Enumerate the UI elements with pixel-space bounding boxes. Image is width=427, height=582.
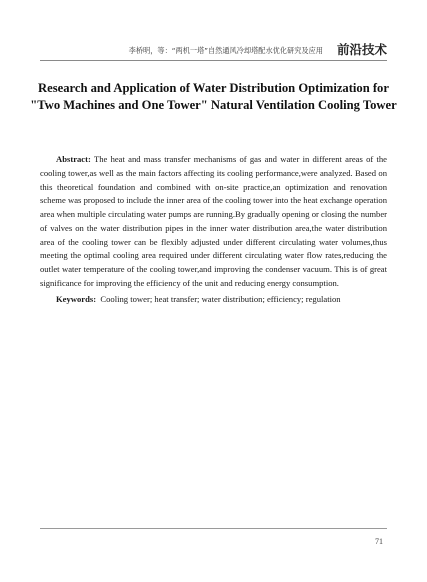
title-line-2: "Two Machines and One Tower" Natural Ventilation Cooling Tower [30,97,397,112]
abstract-text: The heat and mass transfer mechanisms of gas and water in different areas of the cooling tower,as well as the main factors affecting its cooling performance,were analyzed. Based on this theoretical foundation and combined with on-site practice,an optimization and renovation scheme was proposed to include the inner area of the cooling tower into the heat exchange operation area when multiple circulating water pumps are running.By gradually opening or closing the number of valves on the water distribution pipes in the inner water distribution area,the water distribution area of the cooling tower can be flexibly adjusted under different circulating water volumes,thus meeting the optimal cooling area required under different circulating water flow rates,reducing the outlet water temperature of the cooling tower,and improving the condenser vacuum. This is of great significance for improving the efficiency of the unit and reducing energy consumption. [40,154,387,288]
abstract-label: Abstract: [56,154,91,164]
keywords-paragraph [40,293,387,307]
keywords-text: Cooling tower; heat transfer; water distribution; efficiency; regulation [100,294,341,304]
footer-rule [40,528,387,529]
running-header [40,38,387,60]
keywords-label: Keywords: [56,294,97,304]
page-number: 71 [375,537,383,546]
paper-title [30,80,397,113]
header-section-title: 前沿技术 [336,42,387,57]
title-line-1: Research and Application of Water Distribution Optimization for [38,81,389,95]
abstract-paragraph [40,153,387,291]
header-citation: 李桥明，等：“两机一塔”自然通风冷却塔配水优化研究及应用 [128,46,323,55]
header-rule [40,60,387,61]
